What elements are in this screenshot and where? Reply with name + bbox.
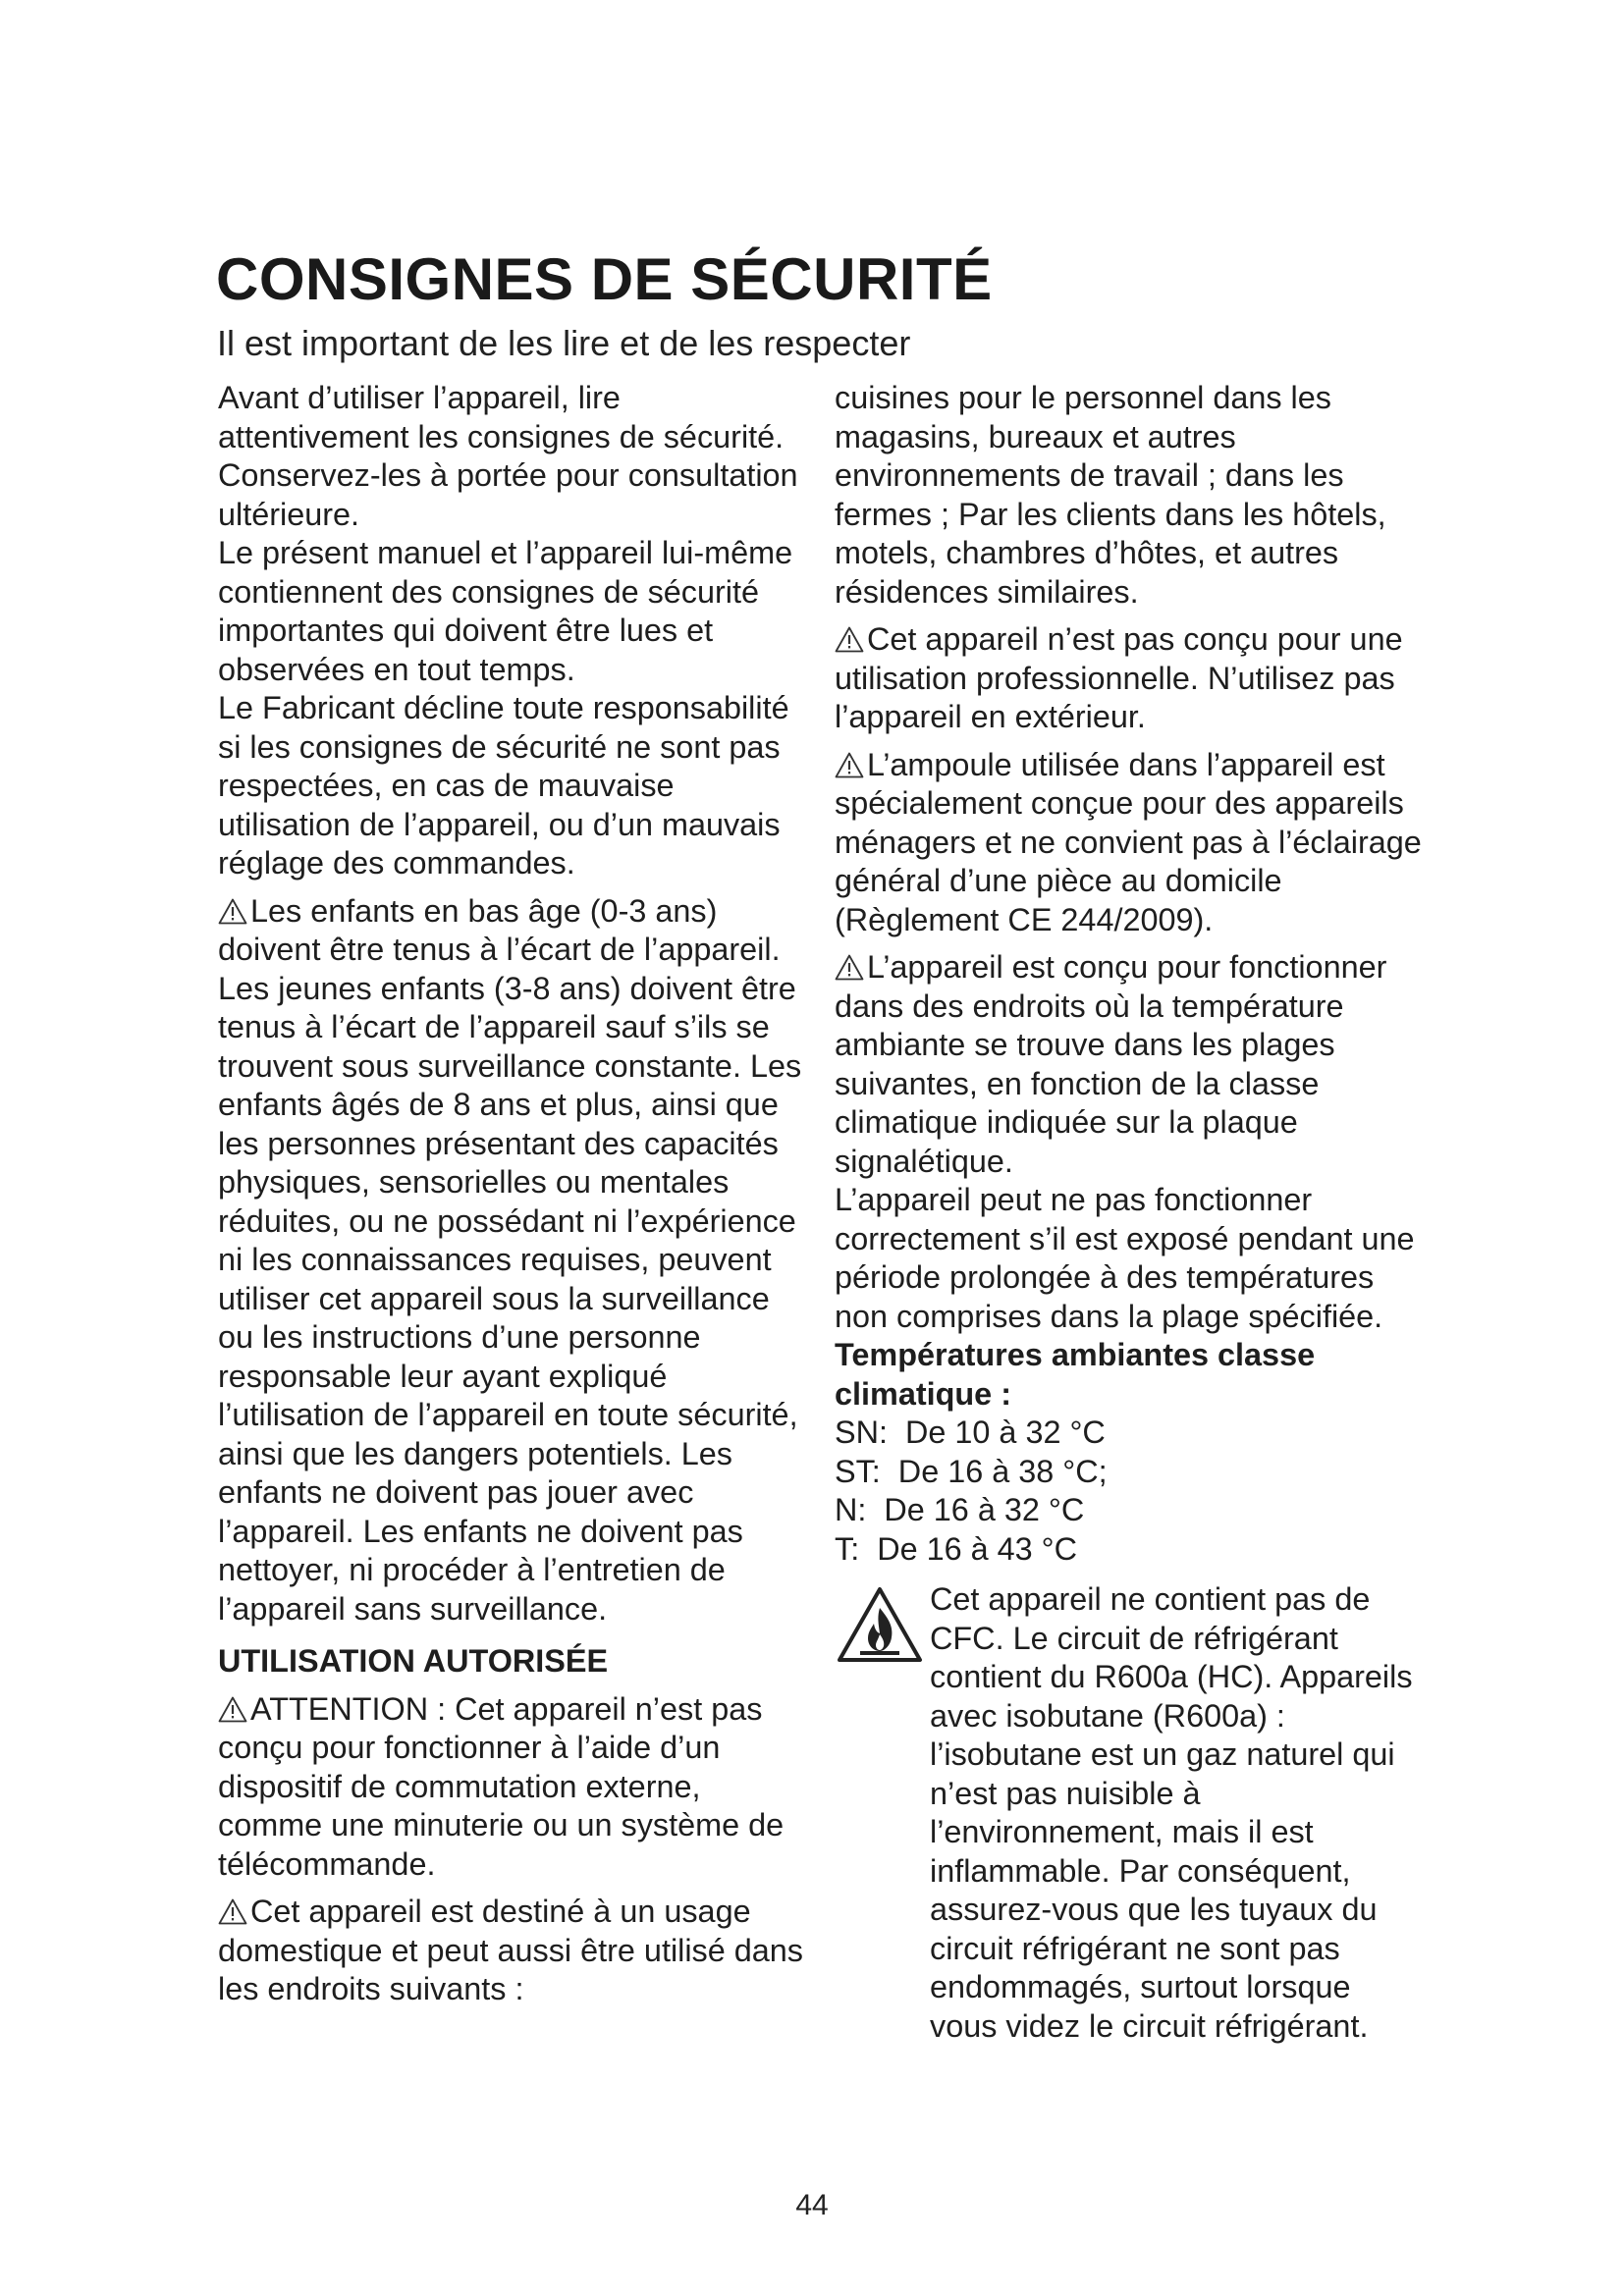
flammable-warning-icon: [837, 1586, 923, 1663]
climate-class-list: [835, 1414, 1424, 1569]
warning-triangle-icon: [218, 898, 247, 925]
page-number: 44: [795, 2189, 829, 2221]
ambient-temperature-paragraph: [835, 948, 1424, 1181]
timer-warning-paragraph: [218, 1690, 807, 1885]
climate-class-st: ST: De 16 à 38 °C;: [835, 1453, 1108, 1489]
malfunction-paragraph: L’appareil peut ne pas fonctionner correctement s’il est exposé pendant une période prolongée à des températures non comprises dans la plage spécifiée.: [835, 1182, 1415, 1334]
warning-triangle-icon: [218, 1696, 247, 1723]
children-warning-text: Les enfants en bas âge (0-3 ans) doivent être tenus à l’écart de l’appareil. Les jeunes enfants (3-8 ans) doivent être tenus à l’écart de l’appareil sauf s’ils se trouvent sous surveillance constante. Les enfants âgés de 8 ans et plus, ainsi que les personnes présentant des capacités physiques, sensorielles ou mentales réduites, ou ne possédant ni l’expérience ni les connaissances requises, peuvent utiliser cet appareil sous la surveillance ou les instructions d’une personne responsable leur ayant expliqué l’utilisation de l’appareil en toute sécurité, ainsi que les dangers potentiels. Les enfants ne doivent pas jouer avec l’appareil. Les enfants ne doivent pas nettoyer, ni procéder à l’entretien de l’appareil sans surveillance.: [218, 892, 802, 1627]
timer-warning-text: ATTENTION : Cet appareil n’est pas conçu pour fonctionner à l’aide d’un dispositif de commutation externe, comme une minuterie ou un système de télécommande.: [218, 1690, 785, 1882]
warning-triangle-icon: [218, 1898, 247, 1925]
climate-class-t: T: De 16 à 43 °C: [835, 1530, 1078, 1567]
professional-warning-paragraph: [835, 620, 1424, 737]
refrigerant-warning-block: [835, 1580, 1424, 2046]
domestic-use-text: Cet appareil est destiné à un usage domestique et peut aussi être utilisé dans les endroits suivants :: [218, 1894, 803, 2006]
page-subtitle: Il est important de les lire et de les respecter: [217, 323, 911, 363]
section-heading-utilisation: UTILISATION AUTORISÉE: [218, 1643, 609, 1679]
professional-warning-text: Cet appareil n’est pas conçu pour une utilisation professionnelle. N’utilisez pas l’appareil en extérieur.: [835, 621, 1403, 734]
ambient-temperature-text: L’appareil est conçu pour fonctionner dans des endroits où la température ambiante se trouve dans les plages suivantes, en fonction de la classe climatique indiquée sur la plaque signalétique.: [835, 949, 1387, 1179]
liability-paragraph: Le Fabricant décline toute responsabilité si les consignes de sécurité ne sont pas respectées, en cas de mauvaise utilisation de l’appareil, ou d’un mauvais réglage des commandes.: [218, 690, 789, 881]
left-column: [218, 379, 807, 2009]
warning-triangle-icon: [835, 954, 864, 981]
locations-paragraph: cuisines pour le personnel dans les magasins, bureaux et autres environnements de travail ; dans les fermes ; Par les clients dans les hôtels, motels, chambres d’hôtes, et autres résidences similaires.: [835, 380, 1386, 610]
children-warning-paragraph: [218, 892, 807, 1629]
right-column: [835, 379, 1424, 2046]
warning-triangle-icon: [835, 752, 864, 778]
refrigerant-warning-text: Cet appareil ne contient pas de CFC. Le circuit de réfrigérant contient du R600a (HC). Appareils avec isobutane (R600a) : l’isobutane est un gaz naturel qui n’est pas nuisible à l’environnement, mais il est inflammable. Par conséquent, assurez-vous que les tuyaux du circuit réfrigérant ne sont pas endommagés, surtout lorsque vous videz le circuit réfrigérant.: [930, 1581, 1413, 2044]
domestic-use-paragraph: [218, 1893, 807, 2009]
bulb-warning-text: L’ampoule utilisée dans l’appareil est spécialement conçue pour des appareils ménagers et ne convient pas à l’éclairage général d’une pièce au domicile (Règlement CE 244/2009).: [835, 746, 1422, 937]
climate-class-n: N: De 16 à 32 °C: [835, 1492, 1085, 1527]
manual-paragraph: Le présent manuel et l’appareil lui-même contiennent des consignes de sécurité importantes qui doivent être lues et observées en tout temps.: [218, 535, 793, 687]
bulb-warning-paragraph: [835, 746, 1424, 940]
page-title: CONSIGNES DE SÉCURITÉ: [216, 246, 993, 312]
warning-triangle-icon: [835, 626, 864, 653]
climate-class-sn: SN: De 10 à 32 °C: [835, 1415, 1106, 1450]
section-heading-temperatures: Températures ambiantes classe climatique :: [835, 1337, 1316, 1412]
intro-paragraph: Avant d’utiliser l’appareil, lire attentivement les consignes de sécurité. Conservez-les à portée pour consultation ultérieure.: [218, 380, 798, 532]
